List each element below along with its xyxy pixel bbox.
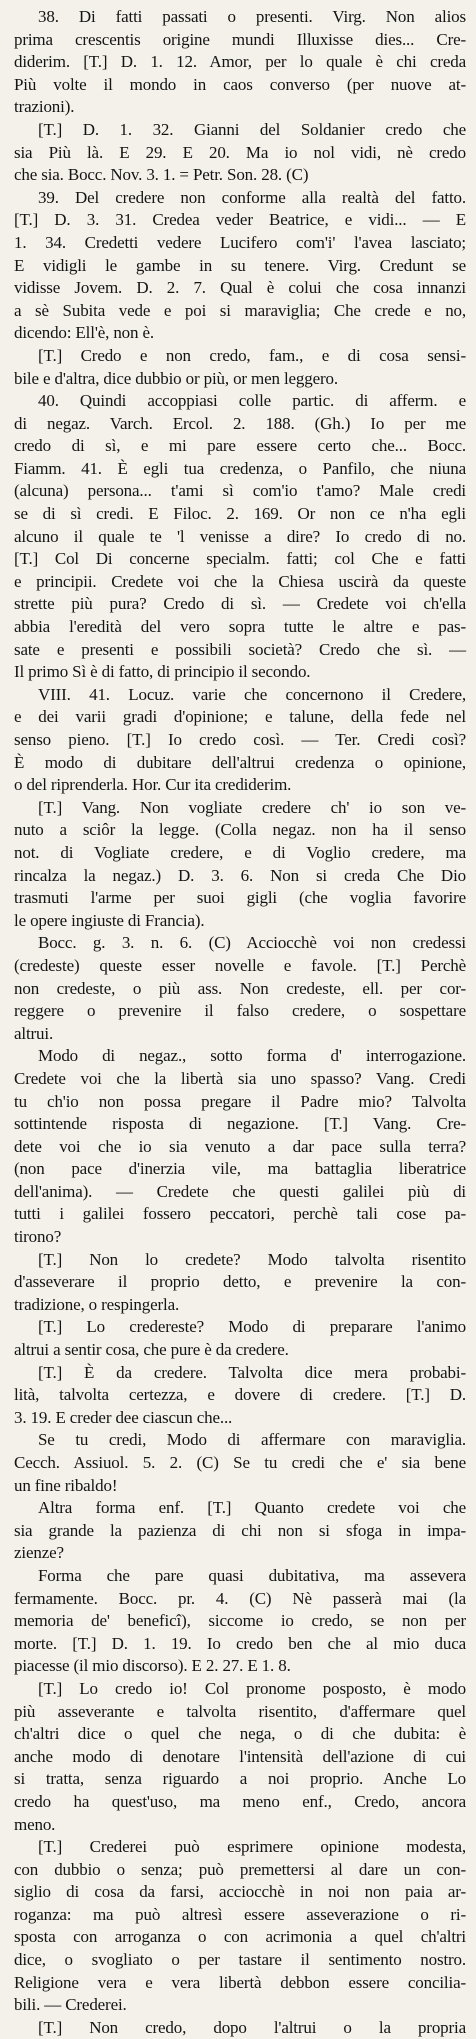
- text-line: alcuno il quale te 'l venisse a dire? Io credo di no.: [14, 526, 466, 546]
- text-line: non credeste, o più ass. Non credeste, ell. per cor-: [14, 978, 466, 998]
- text-line: credo ha quest'uso, ma meno enf., Credo, ancora: [14, 1791, 466, 1811]
- text-line: E vidigli le gambe in su tenere. Virg. Credunt se: [14, 255, 466, 275]
- text-line: più asseverante e talvolta risentito, d'affermare quel: [14, 1701, 466, 1721]
- text-line: un fine ribaldo!: [14, 1475, 118, 1495]
- text-line: altrui a sentir cosa, che pure è da credere.: [14, 1340, 289, 1360]
- text-line: [T.] Lo credo io! Col pronome posposto, è modo: [38, 1678, 466, 1698]
- text-line: È modo di dubitare dell'altrui credenza o opinione,: [14, 752, 466, 772]
- text-line: ch'altri dice o quel che nega, o di che dubita: è: [14, 1724, 466, 1744]
- text-line: abbia l'eredità del vero sopra tutte le altre e pas-: [14, 617, 466, 637]
- text-line: [T.] Crederei può esprimere opinione modesta,: [38, 1837, 466, 1857]
- text-line: reggere o prevenire il falso credere, o sospettare: [14, 1001, 466, 1021]
- text-line: VIII. 41. Locuz. varie che concernono il Credere,: [38, 684, 466, 704]
- text-line: 40. Quindi accoppiasi colle partic. di afferm. e: [38, 391, 466, 411]
- text-line: [T.] È da credere. Talvolta dice mera probabi-: [38, 1362, 466, 1382]
- text-line: vidisse Jovem. D. 2. 7. Qual è colui che cosa innanzi: [14, 278, 466, 298]
- text-line: o del riprenderla. Hor. Cur ita crediderim.: [14, 775, 292, 795]
- text-line: d'asseverare il proprio detto, e prevenire la con-: [14, 1272, 466, 1292]
- text-line: (credeste) queste esser novelle e favole. [T.] Perchè: [14, 955, 466, 975]
- dictionary-text-column: [14, 6, 466, 2039]
- text-line: diderim. [T.] D. 1. 12. Amor, per lo quale è chi creda: [14, 52, 466, 72]
- text-line: 39. Del credere non conforme alla realtà del fatto.: [38, 187, 466, 207]
- text-line: [T.] Credo e non credo, fam., e di cosa sensi-: [38, 345, 466, 365]
- text-line: si tratta, senza riguardo a noi proprio. Anche Lo: [14, 1769, 466, 1789]
- text-line: che sia. Bocc. Nov. 3. 1. = Petr. Son. 28. (C): [14, 165, 309, 185]
- text-line: [T.] D. 3. 31. Credea veder Beatrice, e vidi... — E: [14, 210, 466, 230]
- text-line: dice, o svogliato o per tastare il sentimento nostro.: [14, 1950, 466, 1970]
- text-line: 3. 19. E creder dee ciascun che...: [14, 1407, 233, 1427]
- text-line: sia grande la pazienza di chi non si sfoga in impa-: [14, 1520, 466, 1540]
- text-line: [T.] D. 1. 32. Gianni del Soldanier credo che: [38, 119, 466, 139]
- text-line: e dei varii gradi d'opinione; e talune, della fede nel: [14, 707, 466, 727]
- text-line: sposta con arroganza o con acrimonia a quel ch'altri: [14, 1927, 466, 1947]
- text-line: 1. 34. Credetti vedere Lucifero com'i' l'avea lasciato;: [14, 232, 466, 252]
- text-line: rincalza la negaz.) D. 3. 6. Non si creda Che Dio: [14, 865, 466, 885]
- text-line: [T.] Lo credereste? Modo di preparare l'animo: [38, 1317, 466, 1337]
- text-line: dete voi che io sia venuto a dar pace sulla terra?: [14, 1136, 466, 1156]
- text-line: trasmuti l'arme per suoi gigli (che voglia favorire: [14, 888, 466, 908]
- text-line: Credete voi che la libertà sia uno spasso? Vang. Credi: [14, 1068, 466, 1088]
- text-line: lità, talvolta certezza, e dovere di credere. [T.] D.: [14, 1385, 466, 1405]
- text-line: anche modo di denotare l'intensità dell'azione di cui: [14, 1746, 466, 1766]
- text-line: Religione vera e vera libertà debbon essere concilia-: [14, 1972, 466, 1992]
- text-line: a sè Subita vede e poi si maraviglia; Che crede e no,: [14, 300, 466, 320]
- text-line: Se tu credi, Modo di affermare con maraviglia.: [38, 1430, 466, 1450]
- text-line: strette più pura? Credo di sì. — Credete voi ch'ella: [14, 594, 466, 614]
- text-line: Cecch. Assiuol. 5. 2. (C) Se tu credi che e' sia bene: [14, 1453, 466, 1472]
- text-line: trazioni).: [14, 97, 75, 117]
- text-line: (non pace d'inerzia vile, ma battaglia liberatrice: [14, 1159, 466, 1179]
- text-line: Fiamm. 41. È egli tua credenza, o Panfilo, che niuna: [14, 458, 466, 478]
- text-line: Modo di negaz., sotto forma d' interrogazione.: [38, 1046, 466, 1066]
- text-line: [T.] Col Di concerne specialm. fatti; col Che e fatti: [14, 549, 466, 569]
- text-line: [T.] Vang. Non vogliate credere ch' io son ve-: [38, 797, 466, 817]
- text-line: sate e presenti e possibili società? Credo che sì. —: [14, 639, 466, 659]
- text-line: tradizione, o respingerla.: [14, 1294, 180, 1314]
- text-line: zienze?: [14, 1543, 64, 1563]
- text-line: sia Più là. E 29. E 20. Ma io nol vidi, nè credo: [14, 142, 466, 162]
- text-line: [T.] Non credo, dopo l'altrui o la propria: [38, 2017, 466, 2037]
- text-line: nuto a sciôr la legge. (Colla negaz. non ha il senso: [14, 820, 466, 840]
- text-line: e principii. Credete voi che la Chiesa uscirà da queste: [14, 571, 466, 591]
- text-line: di negaz. Varch. Ercol. 2. 188. (Gh.) Io per me: [14, 413, 466, 433]
- text-line: memoria de' beneficî), siccome io credo, se non per: [14, 1611, 466, 1631]
- text-line: con dubbio o senza; può premettersi al dare un con-: [14, 1859, 466, 1879]
- text-line: roganza: ma può altresì essere asseverazione o ri-: [14, 1904, 466, 1924]
- text-line: Il primo Sì è di fatto, di principio il secondo.: [14, 662, 311, 682]
- text-line: not. di Vogliate credere, e di Voglio credere, ma: [14, 842, 466, 862]
- text-line: bile e d'altra, dice dubbio or più, or men leggero.: [14, 368, 338, 388]
- text-line: dell'anima). — Credete che questi galilei più di: [14, 1181, 466, 1201]
- text-line: se di sì credi. E Filoc. 2. 169. Or non ce n'ha egli: [14, 504, 466, 524]
- text-line: piacesse (il mio discorso). E 2. 27. E 1. 8.: [14, 1656, 291, 1676]
- text-line: tirono?: [14, 1227, 62, 1247]
- text-line: Forma che pare quasi dubitativa, ma assevera: [38, 1565, 466, 1585]
- text-line: siglio di cosa da farsi, acciocchè in noi non paia ar-: [14, 1882, 466, 1902]
- text-line: tu ch'io non possa pregare il Padre mio? Talvolta: [14, 1091, 466, 1111]
- text-line: dicendo: Ell'è, non è.: [14, 323, 154, 343]
- text-line: fermamente. Bocc. pr. 4. (C) Nè passerà mai (la: [14, 1588, 466, 1608]
- text-line: le opere ingiuste di Francia).: [14, 910, 205, 930]
- text-line: credo di sì, e mi pare essere certo che... Bocc.: [14, 436, 466, 456]
- text-line: senso pieno. [T.] Io credo così. — Ter. Credi così?: [14, 730, 466, 749]
- text-line: altrui.: [14, 1023, 54, 1043]
- text-line: Altra forma enf. [T.] Quanto credete voi che: [38, 1498, 466, 1518]
- text-line: 38. Di fatti passati o presenti. Virg. Non alios: [38, 7, 466, 26]
- text-line: prima crescentis origine mundi Illuxisse dies... Cre-: [14, 29, 466, 49]
- text-line: meno.: [14, 1814, 56, 1834]
- text-line: Più volte il mondo in caos converso (per nuove at-: [14, 74, 466, 94]
- text-line: [T.] Non lo credete? Modo talvolta risentito: [38, 1249, 466, 1269]
- text-line: tutti i galilei fossero peccatori, perchè tali cose pa-: [14, 1204, 466, 1224]
- text-line: morte. [T.] D. 1. 19. Io credo ben che al mio duca: [14, 1633, 466, 1653]
- text-line: bili. — Crederei.: [14, 1995, 127, 2015]
- text-line: (alcuna) persona... t'ami sì com'io t'amo? Male credi: [14, 481, 466, 501]
- text-line: Bocc. g. 3. n. 6. (C) Acciocchè voi non credessi: [38, 933, 466, 953]
- text-line: sottintende risposta di negazione. [T.] Vang. Cre-: [14, 1114, 466, 1134]
